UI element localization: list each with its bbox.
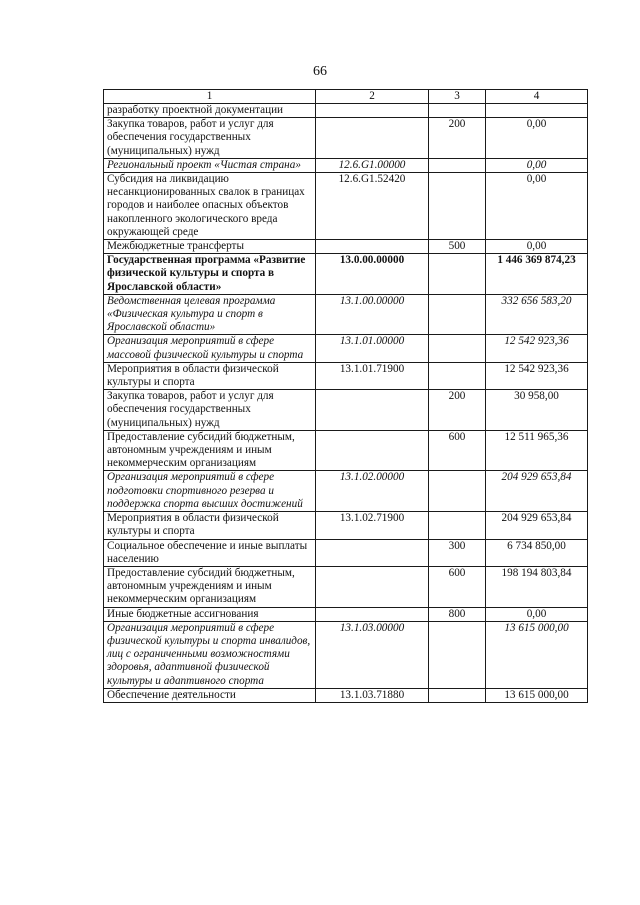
row-expense-type-cell — [429, 294, 486, 335]
table-row — [104, 254, 588, 295]
row-code-cell — [316, 566, 429, 607]
row-name-cell: Межбюджетные трансферты — [104, 240, 316, 254]
row-amount-cell: 30 958,00 — [486, 390, 588, 431]
row-code-cell — [316, 607, 429, 621]
row-expense-type-cell — [429, 254, 486, 295]
row-expense-type-cell: 300 — [429, 539, 486, 566]
row-amount-cell: 12 511 965,36 — [486, 430, 588, 471]
table-row — [104, 158, 588, 172]
row-name-cell: Государственная программа «Развитие физической культуры и спорта в Ярославской области» — [104, 254, 316, 295]
row-expense-type-cell: 200 — [429, 118, 486, 159]
row-expense-type-cell — [429, 335, 486, 362]
table-row — [104, 335, 588, 362]
table-body — [104, 104, 588, 703]
table-row — [104, 173, 588, 240]
row-name-cell: Организация мероприятий в сфере массовой физической культуры и спорта — [104, 335, 316, 362]
row-amount-cell: 12 542 923,36 — [486, 335, 588, 362]
header-row — [104, 90, 588, 104]
row-amount-cell: 0,00 — [486, 607, 588, 621]
row-amount-cell: 0,00 — [486, 118, 588, 159]
row-name-cell: Закупка товаров, работ и услуг для обеспечения государственных (муниципальных) нужд — [104, 118, 316, 159]
table-row — [104, 362, 588, 389]
table-row — [104, 430, 588, 471]
row-amount-cell: 204 929 653,84 — [486, 471, 588, 512]
row-expense-type-cell: 600 — [429, 430, 486, 471]
table-row — [104, 471, 588, 512]
row-name-cell: Организация мероприятий в сфере физической культуры и спорта инвалидов, лиц с ограниченными возможностями здоровья, адаптивной физической культуры и адаптивного спорта — [104, 621, 316, 688]
row-code-cell: 12.6.G1.52420 — [316, 173, 429, 240]
column-header-2: 2 — [316, 90, 429, 104]
table-header — [104, 90, 588, 104]
row-name-cell: Мероприятия в области физической культуры и спорта — [104, 512, 316, 539]
row-expense-type-cell: 600 — [429, 566, 486, 607]
row-expense-type-cell — [429, 104, 486, 118]
row-expense-type-cell — [429, 621, 486, 688]
row-code-cell: 13.1.01.71900 — [316, 362, 429, 389]
row-expense-type-cell: 800 — [429, 607, 486, 621]
page-number: 66 — [313, 64, 327, 79]
row-amount-cell: 12 542 923,36 — [486, 362, 588, 389]
column-header-3: 3 — [429, 90, 486, 104]
row-code-cell: 13.1.01.00000 — [316, 335, 429, 362]
row-amount-cell: 0,00 — [486, 173, 588, 240]
row-code-cell — [316, 390, 429, 431]
row-amount-cell: 1 446 369 874,23 — [486, 254, 588, 295]
row-expense-type-cell — [429, 158, 486, 172]
table-row — [104, 294, 588, 335]
row-code-cell: 13.1.02.00000 — [316, 471, 429, 512]
row-expense-type-cell — [429, 362, 486, 389]
table-row — [104, 688, 588, 702]
row-name-cell: Региональный проект «Чистая страна» — [104, 158, 316, 172]
row-code-cell: 13.1.02.71900 — [316, 512, 429, 539]
table-row — [104, 621, 588, 688]
row-amount-cell: 0,00 — [486, 240, 588, 254]
table-row — [104, 390, 588, 431]
row-name-cell: Предоставление субсидий бюджетным, автономным учреждениям и иным некоммерческим организациям — [104, 566, 316, 607]
column-header-1: 1 — [104, 90, 316, 104]
budget-table — [103, 89, 588, 703]
row-name-cell: Социальное обеспечение и иные выплаты населению — [104, 539, 316, 566]
row-code-cell — [316, 118, 429, 159]
row-name-cell: Иные бюджетные ассигнования — [104, 607, 316, 621]
row-code-cell: 13.1.00.00000 — [316, 294, 429, 335]
table-row — [104, 104, 588, 118]
row-amount-cell: 13 615 000,00 — [486, 688, 588, 702]
table-row — [104, 607, 588, 621]
row-name-cell: Закупка товаров, работ и услуг для обеспечения государственных (муниципальных) нужд — [104, 390, 316, 431]
row-code-cell: 13.0.00.00000 — [316, 254, 429, 295]
row-expense-type-cell: 500 — [429, 240, 486, 254]
row-name-cell: Обеспечение деятельности — [104, 688, 316, 702]
row-name-cell: Организация мероприятий в сфере подготовки спортивного резерва и поддержка спорта высших достижений — [104, 471, 316, 512]
row-name-cell: Ведомственная целевая программа «Физическая культура и спорт в Ярославской области» — [104, 294, 316, 335]
row-code-cell: 13.1.03.00000 — [316, 621, 429, 688]
row-amount-cell: 204 929 653,84 — [486, 512, 588, 539]
row-code-cell — [316, 104, 429, 118]
row-amount-cell: 13 615 000,00 — [486, 621, 588, 688]
row-code-cell: 13.1.03.71880 — [316, 688, 429, 702]
row-expense-type-cell — [429, 471, 486, 512]
table-row — [104, 566, 588, 607]
row-amount-cell — [486, 104, 588, 118]
row-amount-cell: 198 194 803,84 — [486, 566, 588, 607]
row-expense-type-cell — [429, 512, 486, 539]
row-code-cell — [316, 240, 429, 254]
table-row — [104, 118, 588, 159]
row-code-cell — [316, 430, 429, 471]
row-amount-cell: 6 734 850,00 — [486, 539, 588, 566]
row-name-cell: Мероприятия в области физической культуры и спорта — [104, 362, 316, 389]
row-code-cell — [316, 539, 429, 566]
table-row — [104, 240, 588, 254]
row-name-cell: разработку проектной документации — [104, 104, 316, 118]
row-expense-type-cell — [429, 688, 486, 702]
table-row — [104, 512, 588, 539]
table-row — [104, 539, 588, 566]
column-header-4: 4 — [486, 90, 588, 104]
row-expense-type-cell: 200 — [429, 390, 486, 431]
row-amount-cell: 0,00 — [486, 158, 588, 172]
row-amount-cell: 332 656 583,20 — [486, 294, 588, 335]
row-name-cell: Субсидия на ликвидацию несанкционированных свалок в границах городов и наиболее опасных объектов накопленного экологического вреда окружающей среде — [104, 173, 316, 240]
row-name-cell: Предоставление субсидий бюджетным, автономным учреждениям и иным некоммерческим организациям — [104, 430, 316, 471]
row-expense-type-cell — [429, 173, 486, 240]
row-code-cell: 12.6.G1.00000 — [316, 158, 429, 172]
